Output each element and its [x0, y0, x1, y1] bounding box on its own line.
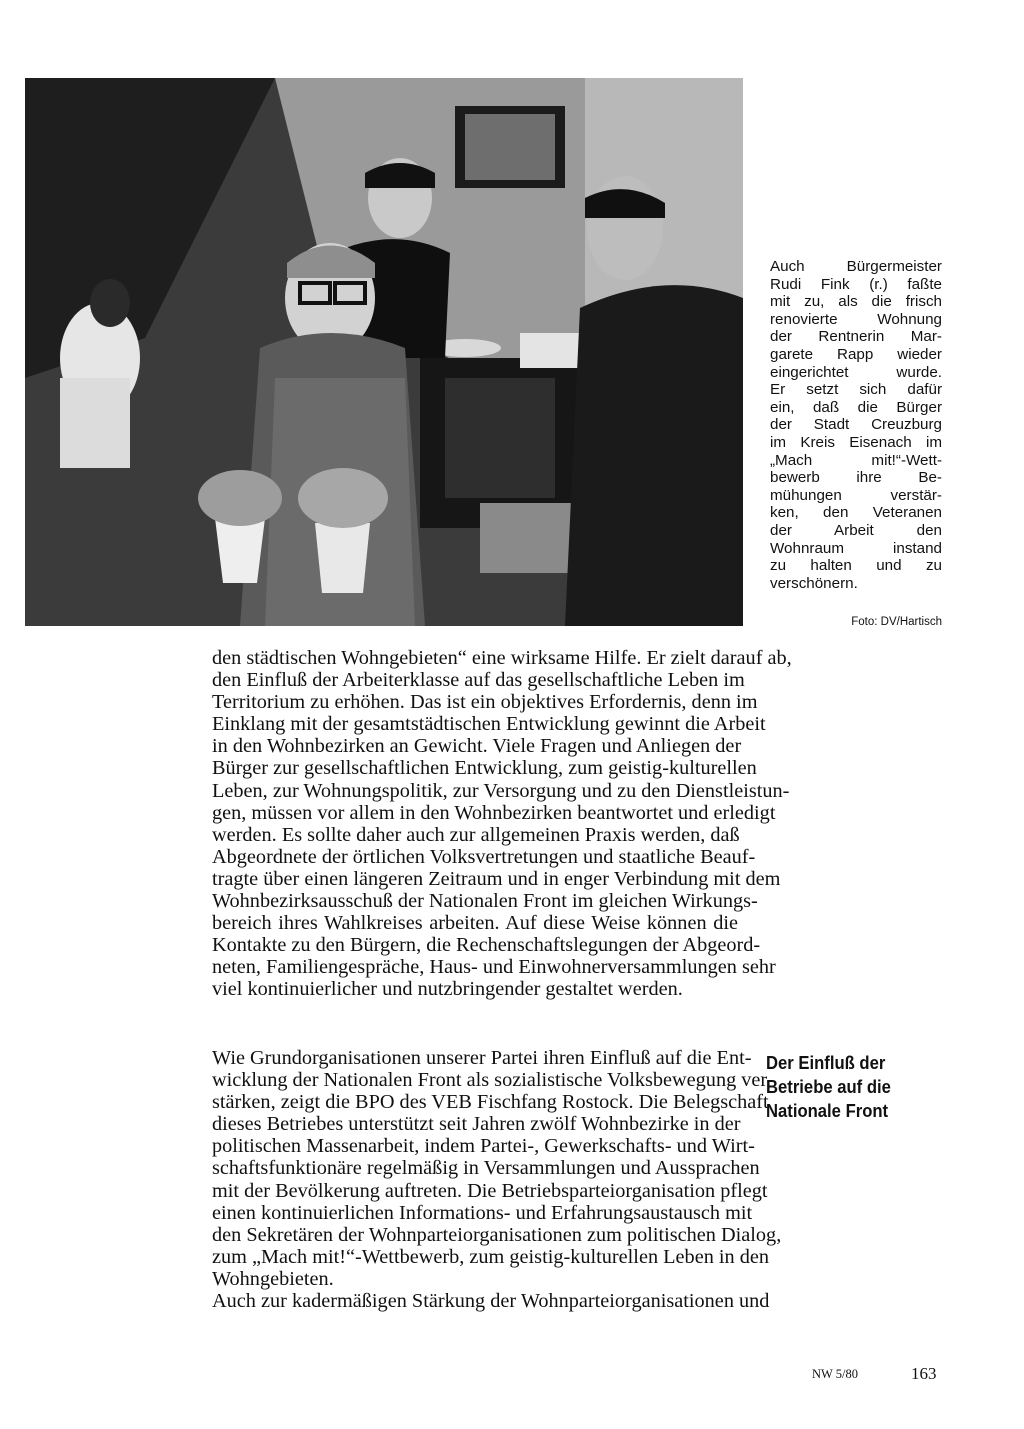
text-line: Abgeordnete der örtlichen Volksvertretungen und staatliche Beauf- — [212, 845, 756, 868]
text-line: Bürger zur gesellschaftlichen Entwicklung, zum geistig-kulturellen — [212, 757, 757, 780]
text-line: Kontakte zu den Bürgern, die Rechenschaftslegungen der Abgeord- — [212, 934, 761, 957]
caption-line: mit zu, als die frisch — [770, 293, 942, 311]
text-line: Wohnbezirksausschuß der Nationalen Front im gleichen Wirkungs- — [212, 890, 758, 913]
text-line: politischen Massenarbeit, indem Partei-, Gewerkschafts- und Wirt- — [212, 1135, 755, 1158]
caption-line: der Rentnerin Mar- — [770, 328, 942, 346]
text-line: tragte über einen längeren Zeitraum und in enger Verbindung mit dem — [212, 867, 781, 890]
text-line: Wohngebieten. — [212, 1267, 334, 1290]
side-heading — [766, 1051, 946, 1123]
text-line: zum „Mach mit!“-Wettbewerb, zum geistig-kulturellen Leben in den — [212, 1245, 770, 1268]
text-line: stärken, zeigt die BPO des VEB Fischfang Rostock. Die Belegschaft — [212, 1091, 769, 1114]
side-heading-line: Nationale Front — [766, 1100, 889, 1121]
caption-line: verschönern. — [770, 574, 858, 592]
text-line: den Einfluß der Arbeiterklasse auf das gesellschaftliche Leben im — [212, 669, 745, 692]
text-line: bereich ihres Wahlkreises arbeiten. Auf diese Weise können die — [212, 912, 738, 935]
text-line: den Sekretären der Wohnparteiorganisationen zum politischen Dialog, — [212, 1223, 782, 1246]
text-line: viel kontinuierlicher und nutzbringender gestaltet werden. — [212, 978, 683, 1001]
caption-line: garete Rapp wieder — [770, 345, 942, 363]
caption-line: renovierte Wohnung — [770, 310, 942, 328]
body-paragraph-2 — [212, 1047, 782, 1313]
photo-caption — [770, 258, 942, 592]
text-line: den städtischen Wohngebieten“ eine wirksame Hilfe. Er zielt darauf ab, — [212, 647, 792, 669]
photo-icon — [25, 78, 743, 626]
text-line: dieses Betriebes unterstützt seit Jahren zwölf Wohnbezirke in der — [212, 1113, 741, 1136]
text-line: werden. Es sollte daher auch zur allgemeinen Praxis werden, daß — [212, 823, 740, 846]
side-heading-line: Betriebe auf die — [766, 1076, 891, 1097]
text-line: schaftsfunktionäre regelmäßig in Versammlungen und Aussprachen — [212, 1157, 760, 1180]
article-photo — [25, 78, 743, 626]
text-line: mit der Bevölkerung auftreten. Die Betriebsparteiorganisation pflegt — [212, 1179, 768, 1202]
caption-line: zu halten und zu — [770, 557, 942, 575]
caption-line: ken, den Veteranen — [770, 504, 942, 522]
text-line: Auch zur kadermäßigen Stärkung der Wohnparteiorganisationen und — [212, 1290, 770, 1313]
caption-line: „Mach mit!“-Wett- — [770, 451, 942, 469]
caption-line: ein, daß die Bürger — [770, 398, 942, 416]
caption-line: mühungen verstär- — [770, 486, 942, 504]
text-line: neten, Familiengespräche, Haus- und Einwohnerversammlungen sehr — [212, 956, 776, 979]
caption-line: Auch Bürgermeister — [770, 258, 942, 275]
photo-credit: Foto: DV/Hartisch — [851, 616, 942, 628]
text-line: Territorium zu erhöhen. Das ist ein objektives Erfordernis, denn im — [212, 691, 758, 714]
text-line: Einklang mit der gesamtstädtischen Entwicklung gewinnt die Arbeit — [212, 713, 766, 736]
text-line: in den Wohnbezirken an Gewicht. Viele Fragen und Anliegen der — [212, 735, 742, 758]
caption-line: Rudi Fink (r.) faßte — [770, 275, 942, 293]
caption-line: eingerichtet wurde. — [770, 363, 942, 381]
caption-line: Er setzt sich dafür — [770, 381, 942, 399]
text-line: Wie Grundorganisationen unserer Partei ihren Einfluß auf die Ent- — [212, 1047, 752, 1069]
side-heading-line: Der Einfluß der — [766, 1052, 886, 1073]
caption-line: im Kreis Eisenach im — [770, 433, 942, 451]
text-line: einen kontinuierlichen Informations- und Erfahrungsaustausch mit — [212, 1201, 753, 1224]
caption-line: der Stadt Creuzburg — [770, 416, 942, 434]
text-line: gen, müssen vor allem in den Wohnbezirken beantwortet und erledigt — [212, 801, 776, 824]
text-line: wicklung der Nationalen Front als sozialistische Volksbewegung ver- — [212, 1069, 774, 1092]
caption-line: der Arbeit den — [770, 521, 942, 539]
caption-line: Wohnraum instand — [770, 539, 942, 557]
journal-issue: NW 5/80 — [812, 1367, 858, 1381]
text-line: Leben, zur Wohnungspolitik, zur Versorgung und zu den Dienstleistun- — [212, 779, 790, 802]
body-paragraph-1 — [212, 647, 792, 1001]
caption-line: bewerb ihre Be- — [770, 469, 942, 487]
page-number: 163 — [911, 1364, 937, 1383]
